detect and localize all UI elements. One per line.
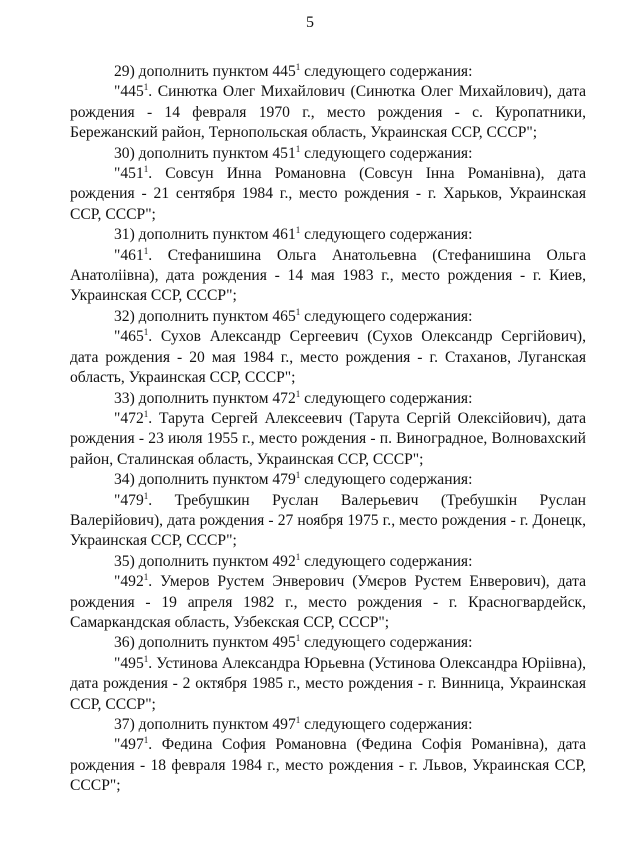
- entry-number: "495: [114, 654, 144, 672]
- amendment-entry: [70, 246, 586, 307]
- amendment-entry: [70, 327, 586, 388]
- instruction-text: 33) дополнить пунктом 472: [114, 389, 296, 407]
- instruction-text: 36) дополнить пунктом 495: [114, 634, 296, 652]
- instruction-suffix: следующего содержания:: [300, 226, 473, 244]
- instruction-suffix: следующего содержания:: [300, 471, 473, 489]
- superscript-mark: 1: [143, 735, 149, 746]
- amendment-entry: [70, 572, 586, 633]
- superscript-mark: 1: [295, 62, 301, 72]
- amendment-instruction: [70, 225, 586, 245]
- entry-text: . Тарута Сергей Алексеевич (Тарута Сергiй Олексiйович), дата рождения - 23 июля 1955 г., место рождения - п. Виноградное, Волновахский район, Сталинская область, Украинская ССР, СССР";: [70, 409, 586, 468]
- amendment-instruction: [70, 715, 586, 735]
- amendment-instruction: [70, 307, 586, 327]
- amendment-entry: [70, 164, 586, 225]
- instruction-text: 30) дополнить пунктом 451: [114, 144, 296, 162]
- superscript-mark: 1: [295, 306, 301, 317]
- amendment-instruction: [70, 552, 586, 572]
- instruction-suffix: следующего содержания:: [300, 144, 473, 162]
- instruction-text: 35) дополнить пунктом 492: [114, 552, 296, 570]
- superscript-mark: 1: [143, 82, 149, 93]
- instruction-suffix: следующего содержания:: [300, 716, 473, 733]
- superscript-mark: 1: [295, 633, 301, 644]
- amendment-instruction: [70, 470, 586, 490]
- instruction-text: 31) дополнить пунктом 461: [114, 226, 296, 244]
- page-number: 5: [306, 14, 314, 31]
- amendment-entry: [70, 409, 586, 470]
- entry-number: "465: [114, 328, 144, 346]
- superscript-mark: 1: [143, 164, 149, 175]
- superscript-mark: 1: [295, 551, 301, 562]
- entry-number: "497: [114, 736, 144, 754]
- entry-number: "451: [114, 165, 144, 183]
- superscript-mark: 1: [143, 327, 149, 338]
- superscript-mark: 1: [143, 408, 149, 419]
- entry-text: . Совсун Инна Романовна (Совсун Iнна Романiвна), дата рождения - 21 сентября 1984 г., место рождения - г. Харьков, Украинская ССР, СССР";: [70, 165, 586, 223]
- entry-text: . Устинова Александра Юрьевна (Устинова Олександра Юрiiвна), дата рождения - 2 октября 1985 г., место рождения - г. Винница, Украинская ССР, СССР";: [70, 654, 586, 713]
- entry-number: "492: [114, 573, 144, 591]
- superscript-mark: 1: [143, 245, 149, 256]
- entry-number: "472: [114, 409, 144, 427]
- amendment-entry: [70, 735, 586, 796]
- entry-text: . Синютка Олег Михайлович (Синютка Олег Михайлович), дата рождения - 14 февраля 1970 г., место рождения - с. Куропатники, Бережанский район, Тернопольская область, Украинская ССР, СССР";: [70, 83, 586, 142]
- entry-text: . Умеров Рустем Энверович (Умєров Рустем Енверович), дата рождения - 19 апреля 1982 г., место рождения - г. Красногвардейск, Самаркандская область, Узбекская ССР, СССР";: [70, 573, 586, 631]
- amendment-instruction: [70, 62, 586, 82]
- superscript-mark: 1: [295, 470, 301, 481]
- superscript-mark: 1: [295, 715, 301, 725]
- instruction-suffix: следующего содержания:: [300, 389, 473, 407]
- amendment-entry: [70, 491, 586, 552]
- superscript-mark: 1: [143, 572, 149, 583]
- entry-text: . Стефанишина Ольга Анатольевна (Стефанишина Ольга Анатолiiвна), дата рождения - 14 мая 1983 г., место рождения - г. Киев, Украинская ССР, СССР";: [70, 246, 586, 305]
- instruction-text: 29) дополнить пунктом 445: [114, 63, 296, 80]
- entry-text: . Сухов Александр Сергеевич (Сухов Олександр Сергiйович), дата рождения - 20 мая 1984 г., место рождения - г. Стаханов, Луганская область, Украинская ССР, СССР";: [70, 328, 586, 387]
- superscript-mark: 1: [295, 143, 301, 154]
- instruction-text: 34) дополнить пунктом 479: [114, 471, 296, 489]
- amendment-entry: [70, 82, 586, 143]
- entry-text: . Федина София Романовна (Федина Софiя Романiвна), дата рождения - 18 февраля 1984 г., место рождения - г. Львов, Украинская ССР, СССР";: [70, 736, 586, 795]
- entry-number: "479: [114, 491, 144, 509]
- instruction-suffix: следующего содержания:: [300, 307, 473, 325]
- entry-number: "461: [114, 246, 144, 264]
- document-body: [70, 62, 586, 797]
- instruction-text: 37) дополнить пунктом 497: [114, 716, 296, 733]
- superscript-mark: 1: [295, 225, 301, 236]
- entry-text: . Требушкин Руслан Валерьевич (Требушкiн Руслан Валерiйович), дата рождения - 27 ноября 1975 г., место рождения - г. Донецк, Украинская ССР, СССР";: [70, 491, 586, 550]
- amendment-entry: [70, 654, 586, 715]
- superscript-mark: 1: [143, 490, 149, 501]
- entry-number: "445: [114, 83, 144, 101]
- instruction-text: 32) дополнить пунктом 465: [114, 307, 296, 325]
- amendment-instruction: [70, 144, 586, 164]
- amendment-instruction: [70, 633, 586, 653]
- superscript-mark: 1: [143, 653, 149, 664]
- instruction-suffix: следующего содержания:: [300, 552, 473, 570]
- superscript-mark: 1: [295, 388, 301, 399]
- instruction-suffix: следующего содержания:: [300, 63, 473, 80]
- amendment-instruction: [70, 389, 586, 409]
- instruction-suffix: следующего содержания:: [300, 634, 473, 652]
